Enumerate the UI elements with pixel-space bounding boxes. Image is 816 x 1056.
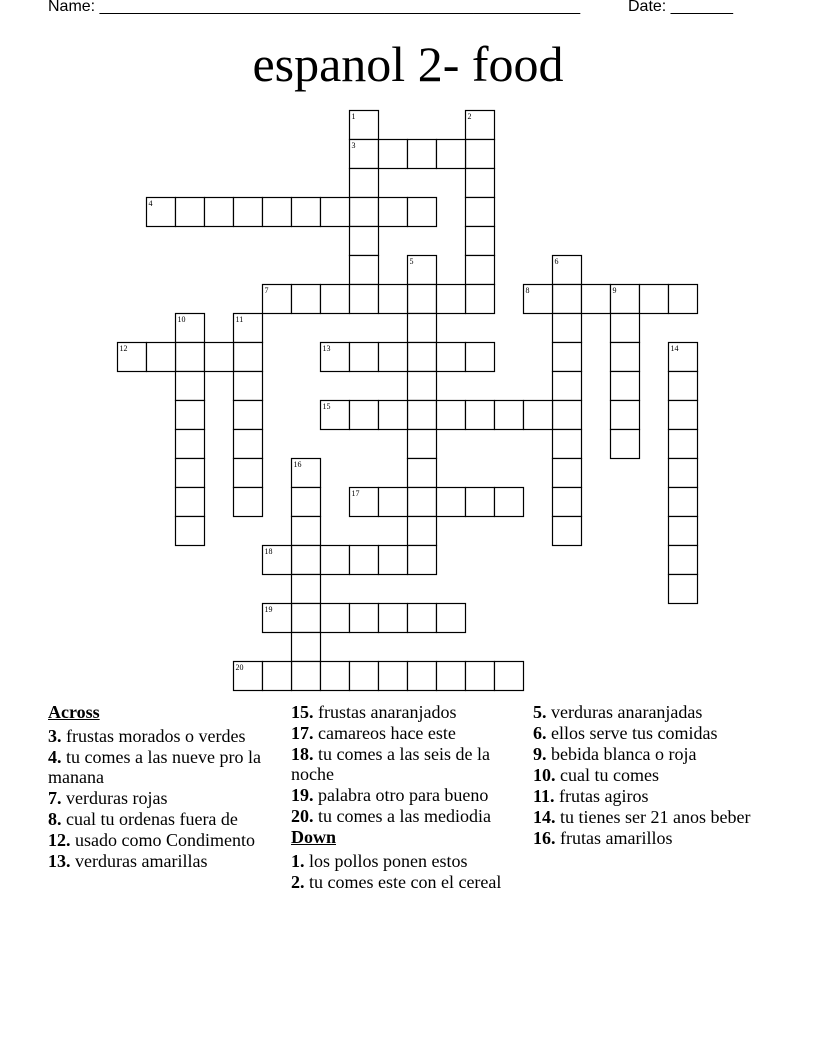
grid-cell[interactable]	[524, 401, 553, 430]
grid-cell[interactable]	[495, 488, 524, 517]
clue-text: frutas agiros	[554, 786, 649, 806]
cell-number: 16	[293, 460, 302, 469]
clue-number: 7.	[48, 788, 62, 808]
clue-number: 20.	[291, 806, 314, 826]
grid-cell[interactable]	[292, 488, 321, 517]
grid-cell[interactable]	[321, 604, 350, 633]
cell-number: 12	[119, 344, 128, 353]
clue-item	[533, 702, 758, 722]
clue-text: tu comes a las seis de la noche	[291, 744, 490, 784]
clue-item	[48, 726, 263, 746]
clue-number: 17.	[291, 723, 314, 743]
grid-cell[interactable]	[350, 198, 379, 227]
grid-cell[interactable]	[553, 517, 582, 546]
clue-text: usado como Condimento	[70, 830, 255, 850]
grid-cell[interactable]	[669, 285, 698, 314]
grid-cell[interactable]	[234, 372, 263, 401]
grid-cell[interactable]	[611, 430, 640, 459]
grid-cell[interactable]	[466, 198, 495, 227]
grid-cell[interactable]	[176, 488, 205, 517]
grid-cell[interactable]	[466, 140, 495, 169]
clue-number: 5.	[533, 702, 547, 722]
grid-cell[interactable]	[408, 140, 437, 169]
clue-number: 8.	[48, 809, 62, 829]
clue-text: cual tu comes	[555, 765, 659, 785]
grid-cell[interactable]	[582, 285, 611, 314]
cell-number: 3	[351, 141, 356, 150]
cell-number: 13	[322, 344, 331, 353]
clue-text: tu comes a las mediodia	[313, 806, 491, 826]
grid-cell[interactable]	[379, 604, 408, 633]
clue-item	[48, 747, 263, 787]
grid-cell[interactable]	[495, 401, 524, 430]
page-title: espanol 2- food	[252, 36, 564, 92]
cell-number: 7	[264, 286, 269, 295]
down-heading: Down	[291, 827, 337, 847]
grid-cell[interactable]	[553, 372, 582, 401]
grid-cell[interactable]	[466, 227, 495, 256]
grid-cell[interactable]	[466, 488, 495, 517]
grid-cell[interactable]	[437, 343, 466, 372]
clue-item	[291, 723, 516, 743]
grid-cell[interactable]	[176, 459, 205, 488]
clue-text: los pollos ponen estos	[304, 851, 468, 871]
grid-cell[interactable]	[176, 517, 205, 546]
clue-item	[48, 830, 263, 850]
grid-cell[interactable]	[669, 430, 698, 459]
cell-number: 14	[670, 344, 679, 353]
grid-cell[interactable]	[234, 401, 263, 430]
grid-cell[interactable]	[669, 401, 698, 430]
grid-cell[interactable]	[408, 430, 437, 459]
cell-number: 18	[264, 547, 273, 556]
clue-number: 19.	[291, 785, 314, 805]
grid-cell[interactable]	[611, 343, 640, 372]
cell-number: 19	[264, 605, 273, 614]
grid-cell[interactable]	[408, 546, 437, 575]
down-clue-list	[291, 851, 516, 892]
clue-text: tu comes este con el cereal	[304, 872, 502, 892]
grid-cell[interactable]	[234, 343, 263, 372]
cell-number: 17	[351, 489, 360, 498]
clue-text: cual tu ordenas fuera de	[61, 809, 238, 829]
clue-text: frustas morados o verdes	[61, 726, 246, 746]
grid-cell[interactable]	[292, 633, 321, 662]
clue-item	[533, 807, 758, 827]
grid-cell[interactable]	[669, 488, 698, 517]
grid-cell[interactable]	[205, 198, 234, 227]
clue-column-1	[48, 702, 263, 872]
clue-item	[533, 765, 758, 785]
grid-cell[interactable]	[379, 285, 408, 314]
clue-text: tu comes a las nueve pro la manana	[48, 747, 261, 787]
grid-cell[interactable]	[466, 169, 495, 198]
clue-item	[48, 851, 263, 871]
name-blank: ______________________________________________________	[99, 0, 581, 15]
grid-cell[interactable]	[437, 662, 466, 691]
clue-item	[533, 828, 758, 848]
clue-number: 16.	[533, 828, 556, 848]
grid-cell[interactable]	[292, 546, 321, 575]
grid-cell[interactable]	[466, 256, 495, 285]
grid-cell[interactable]	[350, 285, 379, 314]
grid-cell[interactable]	[234, 459, 263, 488]
clue-item	[291, 872, 516, 892]
grid-cell[interactable]	[437, 488, 466, 517]
date-label: Date:	[628, 0, 667, 15]
cell-number: 11	[235, 315, 244, 324]
grid-cell[interactable]	[553, 314, 582, 343]
cell-number: 9	[612, 286, 617, 295]
grid-cell[interactable]	[553, 401, 582, 430]
grid-cell[interactable]	[669, 372, 698, 401]
grid-cell[interactable]	[408, 517, 437, 546]
grid-cell[interactable]	[466, 285, 495, 314]
clue-item	[291, 806, 516, 826]
clue-text: frustas anaranjados	[313, 702, 457, 722]
clue-item	[291, 744, 516, 784]
clue-number: 11.	[533, 786, 555, 806]
clue-number: 15.	[291, 702, 314, 722]
grid-cell[interactable]	[379, 488, 408, 517]
grid-cell[interactable]	[669, 517, 698, 546]
clue-item	[533, 786, 758, 806]
grid-cell[interactable]	[466, 401, 495, 430]
grid-cell[interactable]	[176, 401, 205, 430]
clue-number: 18.	[291, 744, 314, 764]
clue-number: 10.	[533, 765, 556, 785]
grid-cell[interactable]	[611, 401, 640, 430]
grid-cell[interactable]	[350, 169, 379, 198]
grid-cell[interactable]	[408, 285, 437, 314]
clue-number: 6.	[533, 723, 547, 743]
cell-number: 20	[235, 663, 244, 672]
cell-number: 1	[351, 112, 356, 121]
cell-number: 6	[554, 257, 559, 266]
grid-cell[interactable]	[408, 488, 437, 517]
grid-cell[interactable]	[321, 198, 350, 227]
clue-number: 14.	[533, 807, 556, 827]
clue-text: frutas amarillos	[555, 828, 673, 848]
grid-cell[interactable]	[379, 140, 408, 169]
grid-cell[interactable]	[611, 314, 640, 343]
grid-cell[interactable]	[147, 343, 176, 372]
grid-cell[interactable]	[263, 662, 292, 691]
across-heading: Across	[48, 702, 100, 722]
grid-cell[interactable]	[292, 517, 321, 546]
grid-cell[interactable]	[553, 343, 582, 372]
grid-cell[interactable]	[408, 401, 437, 430]
grid-cell[interactable]	[379, 662, 408, 691]
grid-cell[interactable]	[379, 343, 408, 372]
grid-cell[interactable]	[350, 546, 379, 575]
clue-item	[48, 809, 263, 829]
grid-cell[interactable]	[176, 372, 205, 401]
clue-item	[291, 785, 516, 805]
grid-cell[interactable]	[553, 488, 582, 517]
grid-cell[interactable]	[437, 401, 466, 430]
clue-number: 3.	[48, 726, 62, 746]
grid-cell[interactable]	[669, 459, 698, 488]
grid-cell[interactable]	[205, 343, 234, 372]
clue-text: ellos serve tus comidas	[546, 723, 718, 743]
grid-cell[interactable]	[350, 662, 379, 691]
grid-cell[interactable]	[408, 372, 437, 401]
across-clue-list-continued	[291, 702, 516, 826]
grid-cell[interactable]	[176, 430, 205, 459]
date-blank: _______	[670, 0, 733, 15]
cell-number: 10	[177, 315, 186, 324]
grid-cell[interactable]	[408, 662, 437, 691]
grid-cell[interactable]	[437, 140, 466, 169]
grid-cell[interactable]	[553, 430, 582, 459]
clue-number: 9.	[533, 744, 547, 764]
grid-cell[interactable]	[669, 546, 698, 575]
clue-item	[291, 702, 516, 722]
down-clue-list-continued	[533, 702, 758, 848]
grid-cell[interactable]	[176, 198, 205, 227]
clue-text: palabra otro para bueno	[313, 785, 489, 805]
clue-column-2	[291, 702, 516, 893]
grid-cell[interactable]	[640, 285, 669, 314]
grid-cell[interactable]	[408, 198, 437, 227]
across-clue-list	[48, 726, 263, 871]
clue-number: 4.	[48, 747, 62, 767]
clue-text: verduras rojas	[61, 788, 168, 808]
grid-cell[interactable]	[176, 343, 205, 372]
grid-cell[interactable]	[350, 604, 379, 633]
clue-column-3	[533, 702, 758, 849]
grid-cell[interactable]	[292, 604, 321, 633]
grid-cell[interactable]	[437, 285, 466, 314]
cell-number: 8	[525, 286, 530, 295]
grid-cell[interactable]	[234, 198, 263, 227]
clue-text: verduras amarillas	[70, 851, 208, 871]
grid-cell[interactable]	[437, 604, 466, 633]
grid-cell[interactable]	[553, 285, 582, 314]
clue-number: 12.	[48, 830, 71, 850]
grid-cell[interactable]	[466, 662, 495, 691]
grid-cell[interactable]	[495, 662, 524, 691]
grid-cell[interactable]	[379, 198, 408, 227]
grid-cell[interactable]	[292, 575, 321, 604]
grid-cell[interactable]	[350, 343, 379, 372]
grid-cell[interactable]	[408, 604, 437, 633]
grid-cell[interactable]	[292, 285, 321, 314]
grid-cell[interactable]	[321, 285, 350, 314]
clue-item	[291, 851, 516, 871]
grid-cell[interactable]	[553, 459, 582, 488]
grid-cell[interactable]	[321, 546, 350, 575]
grid-cell[interactable]	[408, 314, 437, 343]
grid-cell[interactable]	[408, 459, 437, 488]
clue-number: 1.	[291, 851, 305, 871]
grid-cell[interactable]	[669, 575, 698, 604]
cell-number: 4	[148, 199, 153, 208]
grid-cell[interactable]	[379, 401, 408, 430]
grid-cell[interactable]	[350, 227, 379, 256]
grid-cell[interactable]	[234, 430, 263, 459]
clue-text: tu tienes ser 21 anos beber	[555, 807, 751, 827]
cell-number: 5	[409, 257, 414, 266]
cell-number: 15	[322, 402, 331, 411]
clue-number: 13.	[48, 851, 71, 871]
grid-cell[interactable]	[466, 343, 495, 372]
grid-cell[interactable]	[611, 372, 640, 401]
grid-cell[interactable]	[292, 198, 321, 227]
cell-number: 2	[467, 112, 472, 121]
clue-text: verduras anaranjadas	[546, 702, 703, 722]
clue-text: bebida blanca o roja	[546, 744, 697, 764]
name-label: Name:	[48, 0, 96, 15]
grid-cell[interactable]	[234, 488, 263, 517]
clue-item	[48, 788, 263, 808]
clue-item	[533, 744, 758, 764]
grid-cell[interactable]	[321, 662, 350, 691]
grid-cell[interactable]	[292, 662, 321, 691]
grid-cell[interactable]	[379, 546, 408, 575]
grid-cell[interactable]	[408, 343, 437, 372]
grid-cell[interactable]	[350, 401, 379, 430]
grid-cell[interactable]	[263, 198, 292, 227]
grid-cell[interactable]	[350, 256, 379, 285]
clue-item	[533, 723, 758, 743]
clue-number: 2.	[291, 872, 305, 892]
clue-text: camareos hace este	[313, 723, 456, 743]
